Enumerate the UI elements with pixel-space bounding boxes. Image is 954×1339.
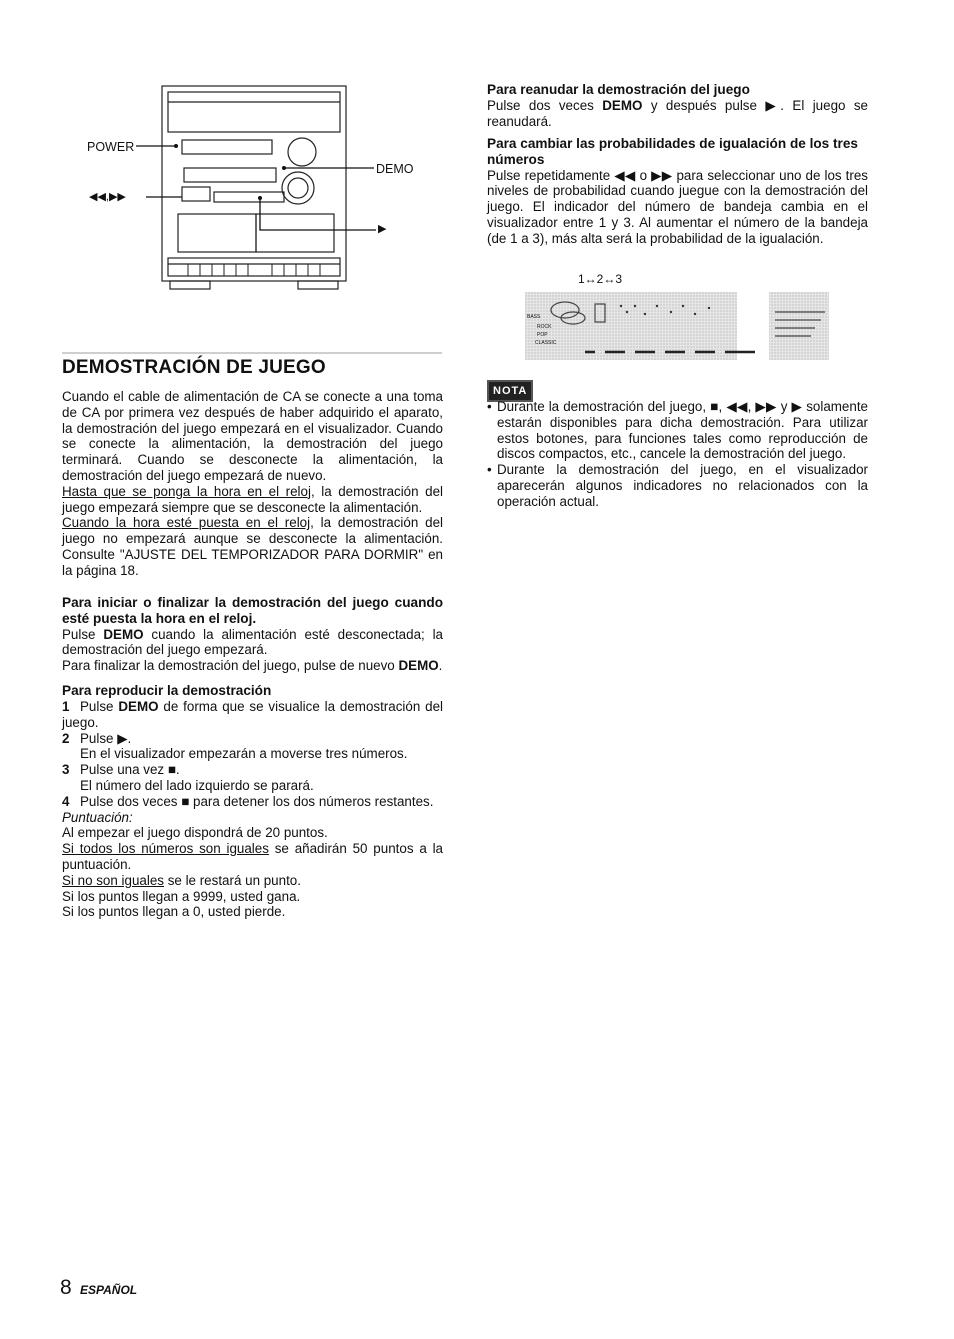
step-3: 3 Pulse una vez ■.	[62, 762, 180, 778]
puntuacion-line-2: Si todos los números son iguales se añadirán 50 puntos a la puntuación.	[62, 841, 443, 872]
puntuacion-label: Puntuación:	[62, 809, 133, 825]
nota-list	[487, 399, 868, 510]
power-label: POWER	[87, 140, 135, 154]
step-2: 2 Pulse ▶.	[62, 730, 132, 746]
step-4: 4 Pulse dos veces ■ para detener los dos números restantes.	[62, 793, 434, 809]
skip-buttons-label: ◀◀,▶▶	[89, 191, 126, 203]
display-illustration	[525, 292, 829, 360]
footer-language: ESPAÑOL	[80, 1283, 138, 1297]
left-column-body	[62, 389, 443, 920]
nota-item-1: • Durante la demostración del juego, ■, ◀◀, ▶▶ y ▶ solamente estarán disponibles para dicha demostración. Para utilizar estos botones, para funciones tales como reproducción de discos compactos, etc., cancele la demostración del juego.	[487, 399, 868, 462]
cambiar-paragraph: Pulse repetidamente ◀◀ o ▶▶ para seleccionar uno de los tres niveles de probabilidad cuando juegue con la demostración del juego. El indicador del número de bandeja cambia en el visualizador entre 1 y 3. Al aumentar el número de la bandeja (de 1 a 3), más alta será la probabilidad de la igualación.	[487, 167, 868, 246]
right-column-body	[487, 82, 868, 247]
iniciar-paragraph-2: Para finalizar la demostración del juego, pulse de nuevo DEMO.	[62, 658, 443, 674]
nota-badge: NOTA	[487, 380, 533, 402]
puntuacion-line-4: Si los puntos llegan a 9999, usted gana.	[62, 888, 301, 904]
page-number: 8	[60, 1276, 72, 1299]
lcd-display-graphic	[525, 292, 829, 360]
heading-reanudar: Para reanudar la demostración del juego	[487, 82, 750, 97]
puntuacion-line-5: Si los puntos llegan a 0, usted pierde.	[62, 904, 286, 920]
nota-item-2: • Durante la demostración del juego, en el visualizador aparecerán algunos indicadores no relacionados con la operación actual.	[487, 462, 868, 509]
display-tag-classic: CLASSIC	[535, 340, 557, 346]
display-cycle-label: 1↔2↔3	[578, 272, 623, 286]
display-tag-bass: BASS	[527, 314, 541, 320]
play-arrow-label: ▶	[378, 223, 387, 235]
step-3-detail: El número del lado izquierdo se parará.	[80, 777, 314, 793]
stereo-unit-illustration	[84, 82, 424, 297]
section-title: DEMOSTRACIÓN DE JUEGO	[62, 357, 326, 378]
stereo-diagram	[84, 82, 424, 297]
heading-reproducir: Para reproducir la demostración	[62, 682, 272, 698]
display-tag-pop: POP	[537, 332, 548, 338]
heading-iniciar: Para iniciar o finalizar la demostración del juego cuando esté puesta la hora en el reloj.	[62, 594, 443, 626]
iniciar-paragraph-1: Pulse DEMO cuando la alimentación esté desconectada; la demostración del juego empezará.	[62, 626, 444, 658]
display-tag-rock: ROCK	[537, 324, 552, 330]
reanudar-paragraph: Pulse dos veces DEMO y después pulse ▶. El juego se reanudará.	[487, 98, 868, 129]
section-rule	[62, 352, 442, 354]
intro-paragraph: Cuando el cable de alimentación de CA se conecte a una toma de CA por primera vez después de haber adquirido el aparato, la demostración del juego empezará en el visualizador. Cuando se conecte la alimentación, la demostración del juego terminará. Cuando se desconecte la alimentación, la demostración del juego empezará de nuevo.	[62, 389, 443, 483]
step-1: 1 Pulse DEMO de forma que se visualice la demostración del juego.	[62, 698, 443, 730]
paragraph-clock-set: Cuando la hora esté puesta en el reloj, la demostración del juego no empezará aunque se desconecte la alimentación. Consulte "AJUSTE DEL TEMPORIZADOR PARA DORMIR" en la página 18.	[62, 515, 444, 578]
step-2-detail: En el visualizador empezarán a moverse tres números.	[80, 746, 408, 762]
puntuacion-line-1: Al empezar el juego dispondrá de 20 puntos.	[62, 825, 328, 841]
paragraph-no-clock: Hasta que se ponga la hora en el reloj, la demostración del juego empezará siempre que se desconecte la alimentación.	[62, 483, 443, 515]
demo-label: DEMO	[376, 162, 414, 176]
puntuacion-line-3: Si no son iguales se le restará un punto.	[62, 872, 301, 888]
heading-cambiar: Para cambiar las probabilidades de igualación de los tres números	[487, 135, 858, 167]
